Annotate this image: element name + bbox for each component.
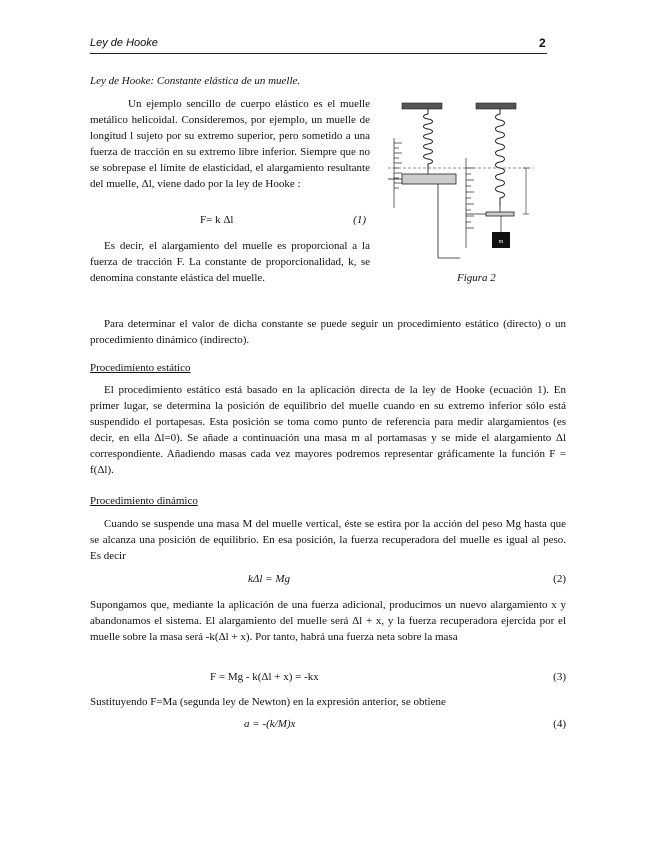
methods-paragraph: Para determinar el valor de dicha constante se puede seguir un procedimiento estático (directo) o un procedimiento dinámico (indirecto). [90,318,566,346]
elongation-arrow [523,168,529,214]
right-support-bar [476,103,516,109]
right-scale [466,158,474,248]
equation-3 [90,671,566,687]
intro-paragraph-2: Es decir, el alargamiento del muelle es proporcional a la fuerza de tracción F. La constante de proporcionalidad, k, se denomina constante elástica del muelle. [90,240,370,284]
equation-1-number: (1) [353,214,366,226]
dynamic-paragraph-3: Sustituyendo F=Ma (segunda ley de Newton) en la expresión anterior, se obtiene [90,696,446,708]
equation-2-number: (2) [553,573,566,585]
left-pointer [388,170,456,184]
equation-2 [90,573,566,589]
equation-2-formula: kΔl = Mg [248,573,290,585]
spring-figure [388,98,534,273]
base-stand [438,184,460,258]
equation-3-formula: F = Mg - k(Δl + x) = -kx [210,671,319,683]
figure-caption: Figura 2 [457,272,496,284]
page-number: 2 [539,36,546,50]
header-rule [90,53,547,54]
left-scale [394,138,402,208]
static-paragraph: El procedimiento estático está basado en la aplicación directa de la ley de Hooke (ecuación 1). En primer lugar, se determina la posición de equilibrio del muelle cuando en su extremo inferior sólo está suspendido el portapesas. Esta posición se toma como punto de referencia para medir alargamientos (es decir, en ella Δl=0). Se añade a continuación una masa m al portamasas y se mide el alargamiento Δl correspondiente. Añadiendo masas cada vez mayores podremos representar gráficamente la función F = f(Δl). [90,384,566,476]
left-spring [424,109,433,170]
right-spring [496,109,505,206]
dynamic-paragraph-1: Cuando se suspende una masa M del muelle vertical, éste se estira por la acción del peso Mg hasta que se alcanza una posición de equilibrio. En esa posición, la fuerza recuperadora del muelle es igual al peso. Es decir [90,518,566,562]
equation-3-number: (3) [553,671,566,683]
intro-paragraph-1: Un ejemplo sencillo de cuerpo elástico es el muelle metálico helicoidal. Consideremos, por ejemplo, un muelle de longitud l sujeto por su extremo superior, pero sometido a una fuerza de tracción en su extremo libre inferior. Siempre que no se sobrepase el límite de elasticidad, el alargamiento resultante del muelle, Δl, viene dado por la ley de Hooke : [90,98,370,190]
mass-label: m [498,239,504,245]
equation-4 [90,718,566,734]
equation-4-formula: a = -(k/M)x [244,718,296,730]
static-heading: Procedimiento estático [90,362,191,374]
dynamic-paragraph-2: Supongamos que, mediante la aplicación de una fuerza adicional, producimos un nuevo alargamiento x y abandonamos el sistema. El alargamiento del muelle será Δl + x, y la fuerza recuperadora ejercida por el muelle sobre la masa será -k(Δl + x). Por tanto, habrá una fuerza neta sobre la masa [90,599,566,643]
right-pan [466,206,514,216]
dynamic-heading: Procedimiento dinámico [90,495,198,507]
left-support-bar [402,103,442,109]
equation-1 [90,214,370,230]
equation-1-formula: F= k Δl [200,214,234,226]
equation-4-number: (4) [553,718,566,730]
section-title: Ley de Hooke: Constante elástica de un muelle. [90,75,301,87]
running-header-title: Ley de Hooke [90,37,158,49]
